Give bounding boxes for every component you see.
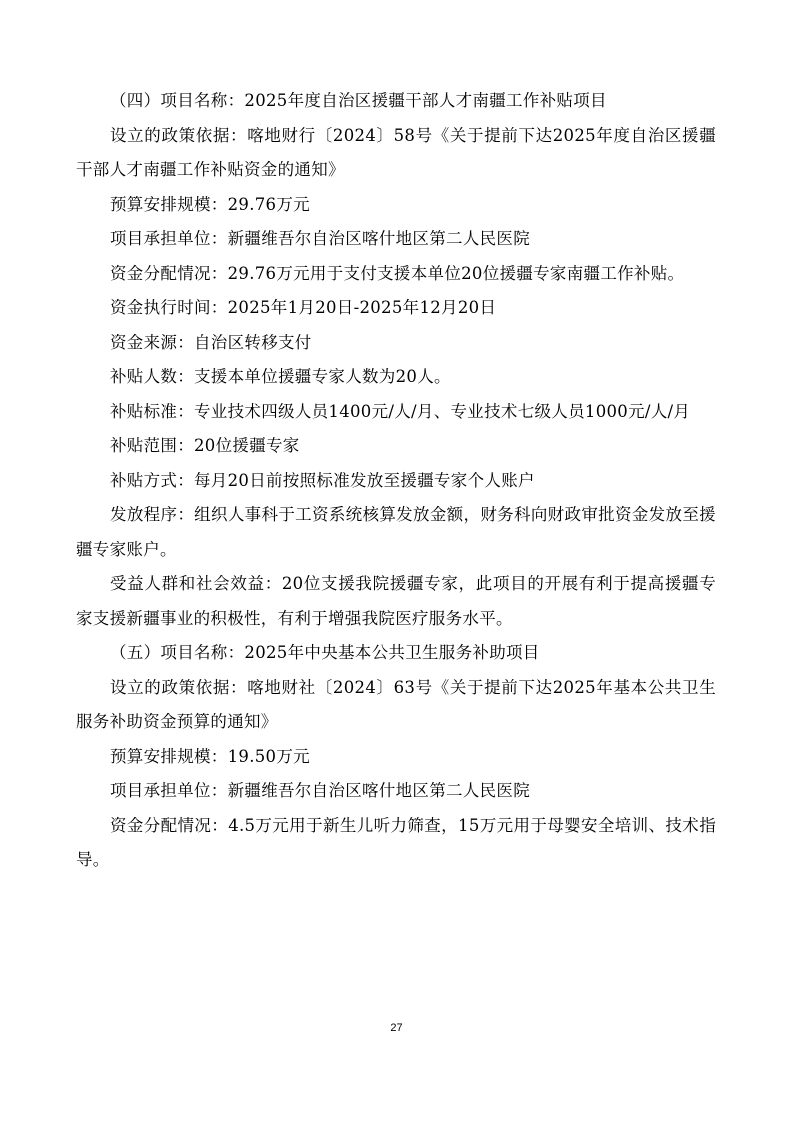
section-four-budget-scale: 预算安排规模：29.76万元 — [110, 194, 310, 214]
section-four-fund-source: 资金来源：自治区转移支付 — [110, 332, 312, 352]
document-body — [76, 84, 716, 878]
section-four-responsible-unit: 项目承担单位：新疆维吾尔自治区喀什地区第二人民医院 — [110, 229, 530, 248]
page-number: 27 — [390, 1022, 403, 1034]
section-five-budget-scale: 预算安排规模：19.50万元 — [110, 746, 310, 766]
section-four-subsidy-method: 补贴方式：每月20日前按照标准发放至援疆专家个人账户 — [110, 470, 535, 490]
section-four-execution-time: 资金执行时间：2025年1月20日-2025年12月20日 — [110, 298, 497, 317]
section-five-fund-allocation: 资金分配情况：4.5万元用于新生儿听力筛查，15万元用于母婴安全培训、技术指导。 — [76, 815, 716, 869]
section-four-subsidy-scope: 补贴范围：20位援疆专家 — [110, 436, 300, 455]
section-five-policy-basis: 设立的政策依据：喀地财社〔2024〕63号《关于提前下达2025年基本公共卫生服务补助资金预算的通知》 — [76, 677, 716, 731]
section-four-payment-procedure: 发放程序：组织人事科于工资系统核算发放金额，财务科向财政审批资金发放至援疆专家账户。 — [76, 505, 716, 559]
section-five-responsible-unit: 项目承担单位：新疆维吾尔自治区喀什地区第二人民医院 — [110, 781, 530, 800]
section-four-project-name: （四）项目名称：2025年度自治区援疆干部人才南疆工作补贴项目 — [110, 91, 607, 110]
section-four-subsidy-standard: 补贴标准：专业技术四级人员1400元/人/月、专业技术七级人员1000元/人/月 — [110, 401, 691, 421]
section-five-project-name: （五）项目名称：2025年中央基本公共卫生服务补助项目 — [110, 643, 540, 662]
section-four-policy-basis: 设立的政策依据：喀地财行〔2024〕58号《关于提前下达2025年度自治区援疆干部人才南疆工作补贴资金的通知》 — [76, 125, 716, 179]
section-four-fund-allocation: 资金分配情况：29.76万元用于支付支援本单位20位援疆专家南疆工作补贴。 — [110, 263, 685, 283]
section-four-beneficiaries: 受益人群和社会效益：20位支援我院援疆专家，此项目的开展有利于提高援疆专家支援新疆事业的积极性，有利于增强我院医疗服务水平。 — [76, 574, 716, 628]
section-four-subsidy-count: 补贴人数：支援本单位援疆专家人数为20人。 — [110, 367, 451, 386]
